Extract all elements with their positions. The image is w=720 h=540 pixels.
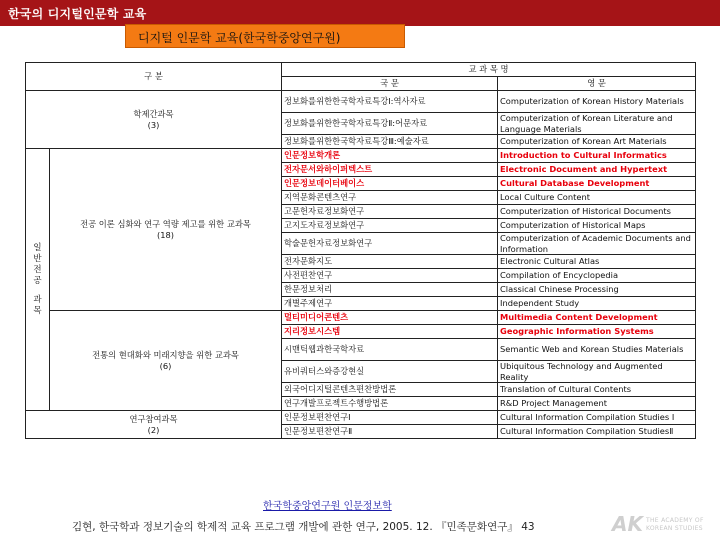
academy-logo-line2: KOREAN STUDIES	[646, 525, 703, 532]
group-count: (6)	[159, 360, 172, 371]
header-bar	[0, 0, 720, 26]
group-label: 학제간과목	[133, 109, 174, 119]
group-count: (2)	[147, 424, 160, 435]
course-english-name: Electronic Cultural Atlas	[498, 255, 696, 269]
course-english-name: Computerization of Korean Literature and Language Materials	[498, 113, 696, 135]
course-english-name: Semantic Web and Korean Studies Materials	[498, 339, 696, 361]
vertical-char: 과	[33, 294, 42, 305]
subtitle-text: 디지털 인문학 교육(한국학중앙연구원)	[138, 31, 341, 45]
academy-logo	[612, 512, 712, 536]
course-korean-name: 한문정보처리	[282, 283, 498, 297]
course-korean-name: 인문정보편찬연구Ⅰ	[282, 411, 498, 425]
course-english-name: Cultural Information Compilation StudiesⅡ	[498, 425, 696, 439]
header-english: 영 문	[498, 77, 696, 91]
group-major-theory	[50, 149, 282, 311]
course-korean-name: 고문헌자료정보화연구	[282, 205, 498, 219]
group-general-major	[26, 149, 50, 411]
group-label: 전통의 현대화와 미래지향을 위한 교과목	[92, 350, 239, 360]
slide-title: 한국의 디지털인문학 교육	[8, 7, 147, 21]
curriculum-table	[25, 62, 696, 439]
course-english-name: Independent Study	[498, 297, 696, 311]
group-research-participation	[26, 411, 282, 439]
course-english-name: Electronic Document and Hypertext	[498, 163, 696, 177]
vertical-char: 전	[33, 264, 42, 275]
course-korean-name: 정보화를위한한국학자료특강Ⅱ:어문자료	[282, 113, 498, 135]
group-label: 연구참여과목	[129, 414, 178, 424]
course-korean-name: 인문정보데이터베이스	[282, 177, 498, 191]
course-english-name: Local Culture Content	[498, 191, 696, 205]
subtitle-box	[125, 24, 405, 48]
course-korean-name: 전자문화지도	[282, 255, 498, 269]
course-english-name: Introduction to Cultural Informatics	[498, 149, 696, 163]
course-korean-name: 유비쿼터스와증강현실	[282, 361, 498, 383]
table-row	[26, 411, 696, 425]
vertical-char: 공	[33, 275, 42, 286]
group-count: (3)	[147, 119, 160, 130]
vertical-char: 일	[33, 242, 42, 253]
course-english-name: Computerization of Academic Documents and Information	[498, 233, 696, 255]
course-english-name: Compilation of Encyclopedia	[498, 269, 696, 283]
academy-logo-mark: AK	[612, 512, 643, 536]
footer-citation: 김현, 한국학과 정보기술의 학제적 교육 프로그램 개발에 관한 연구, 2005. 12. 『민족문화연구』 43	[72, 521, 535, 533]
table-row	[26, 311, 696, 325]
table-row	[26, 91, 696, 113]
course-english-name: Cultural Information Compilation Studies Ⅰ	[498, 411, 696, 425]
table-row	[26, 149, 696, 163]
course-english-name: Computerization of Historical Documents	[498, 205, 696, 219]
course-english-name: Computerization of Korean History Materials	[498, 91, 696, 113]
header-gubun: 구 분	[26, 63, 282, 91]
course-english-name: Geographic Information Systems	[498, 325, 696, 339]
course-english-name: Classical Chinese Processing	[498, 283, 696, 297]
course-korean-name: 연구개발프로젝트수행방법론	[282, 397, 498, 411]
vertical-char	[28, 287, 47, 295]
course-english-name: Computerization of Historical Maps	[498, 219, 696, 233]
header-course-name: 교 과 목 명	[282, 63, 696, 77]
vertical-char: 반	[33, 253, 42, 264]
course-korean-name: 인문정보학개론	[282, 149, 498, 163]
group-interdisciplinary	[26, 91, 282, 149]
course-korean-name: 정보화를위한한국학자료특강Ⅲ:예술자료	[282, 135, 498, 149]
course-korean-name: 멀티미디어콘텐츠	[282, 311, 498, 325]
group-count: (18)	[156, 229, 175, 240]
course-korean-name: 고지도자료정보화연구	[282, 219, 498, 233]
course-korean-name: 전자문서와하이퍼텍스트	[282, 163, 498, 177]
course-korean-name: 정보화를위한한국학자료특강Ⅰ:역사자료	[282, 91, 498, 113]
header-korean: 국 문	[282, 77, 498, 91]
course-english-name: Cultural Database Development	[498, 177, 696, 191]
course-korean-name: 개별주제연구	[282, 297, 498, 311]
course-korean-name: 외국어디지털콘텐츠편찬방법론	[282, 383, 498, 397]
vertical-char: 목	[33, 305, 42, 316]
course-english-name: Multimedia Content Development	[498, 311, 696, 325]
footer-link[interactable]: 한국학중앙연구원 인문정보학	[263, 501, 392, 512]
academy-logo-line1: THE ACADEMY OF	[646, 517, 704, 524]
course-english-name: Translation of Cultural Contents	[498, 383, 696, 397]
group-modernization	[50, 311, 282, 411]
course-korean-name: 지역문화콘텐츠연구	[282, 191, 498, 205]
course-korean-name: 지리정보시스템	[282, 325, 498, 339]
course-korean-name: 시맨틱웹과한국학자료	[282, 339, 498, 361]
course-english-name: R&D Project Management	[498, 397, 696, 411]
course-english-name: Ubiquitous Technology and Augmented Reality	[498, 361, 696, 383]
course-english-name: Computerization of Korean Art Materials	[498, 135, 696, 149]
course-korean-name: 학술문헌자료정보화연구	[282, 233, 498, 255]
course-korean-name: 인문정보편찬연구Ⅱ	[282, 425, 498, 439]
group-label: 전공 이론 심화와 연구 역량 제고를 위한 교과목	[80, 219, 251, 229]
course-korean-name: 사전편찬연구	[282, 269, 498, 283]
